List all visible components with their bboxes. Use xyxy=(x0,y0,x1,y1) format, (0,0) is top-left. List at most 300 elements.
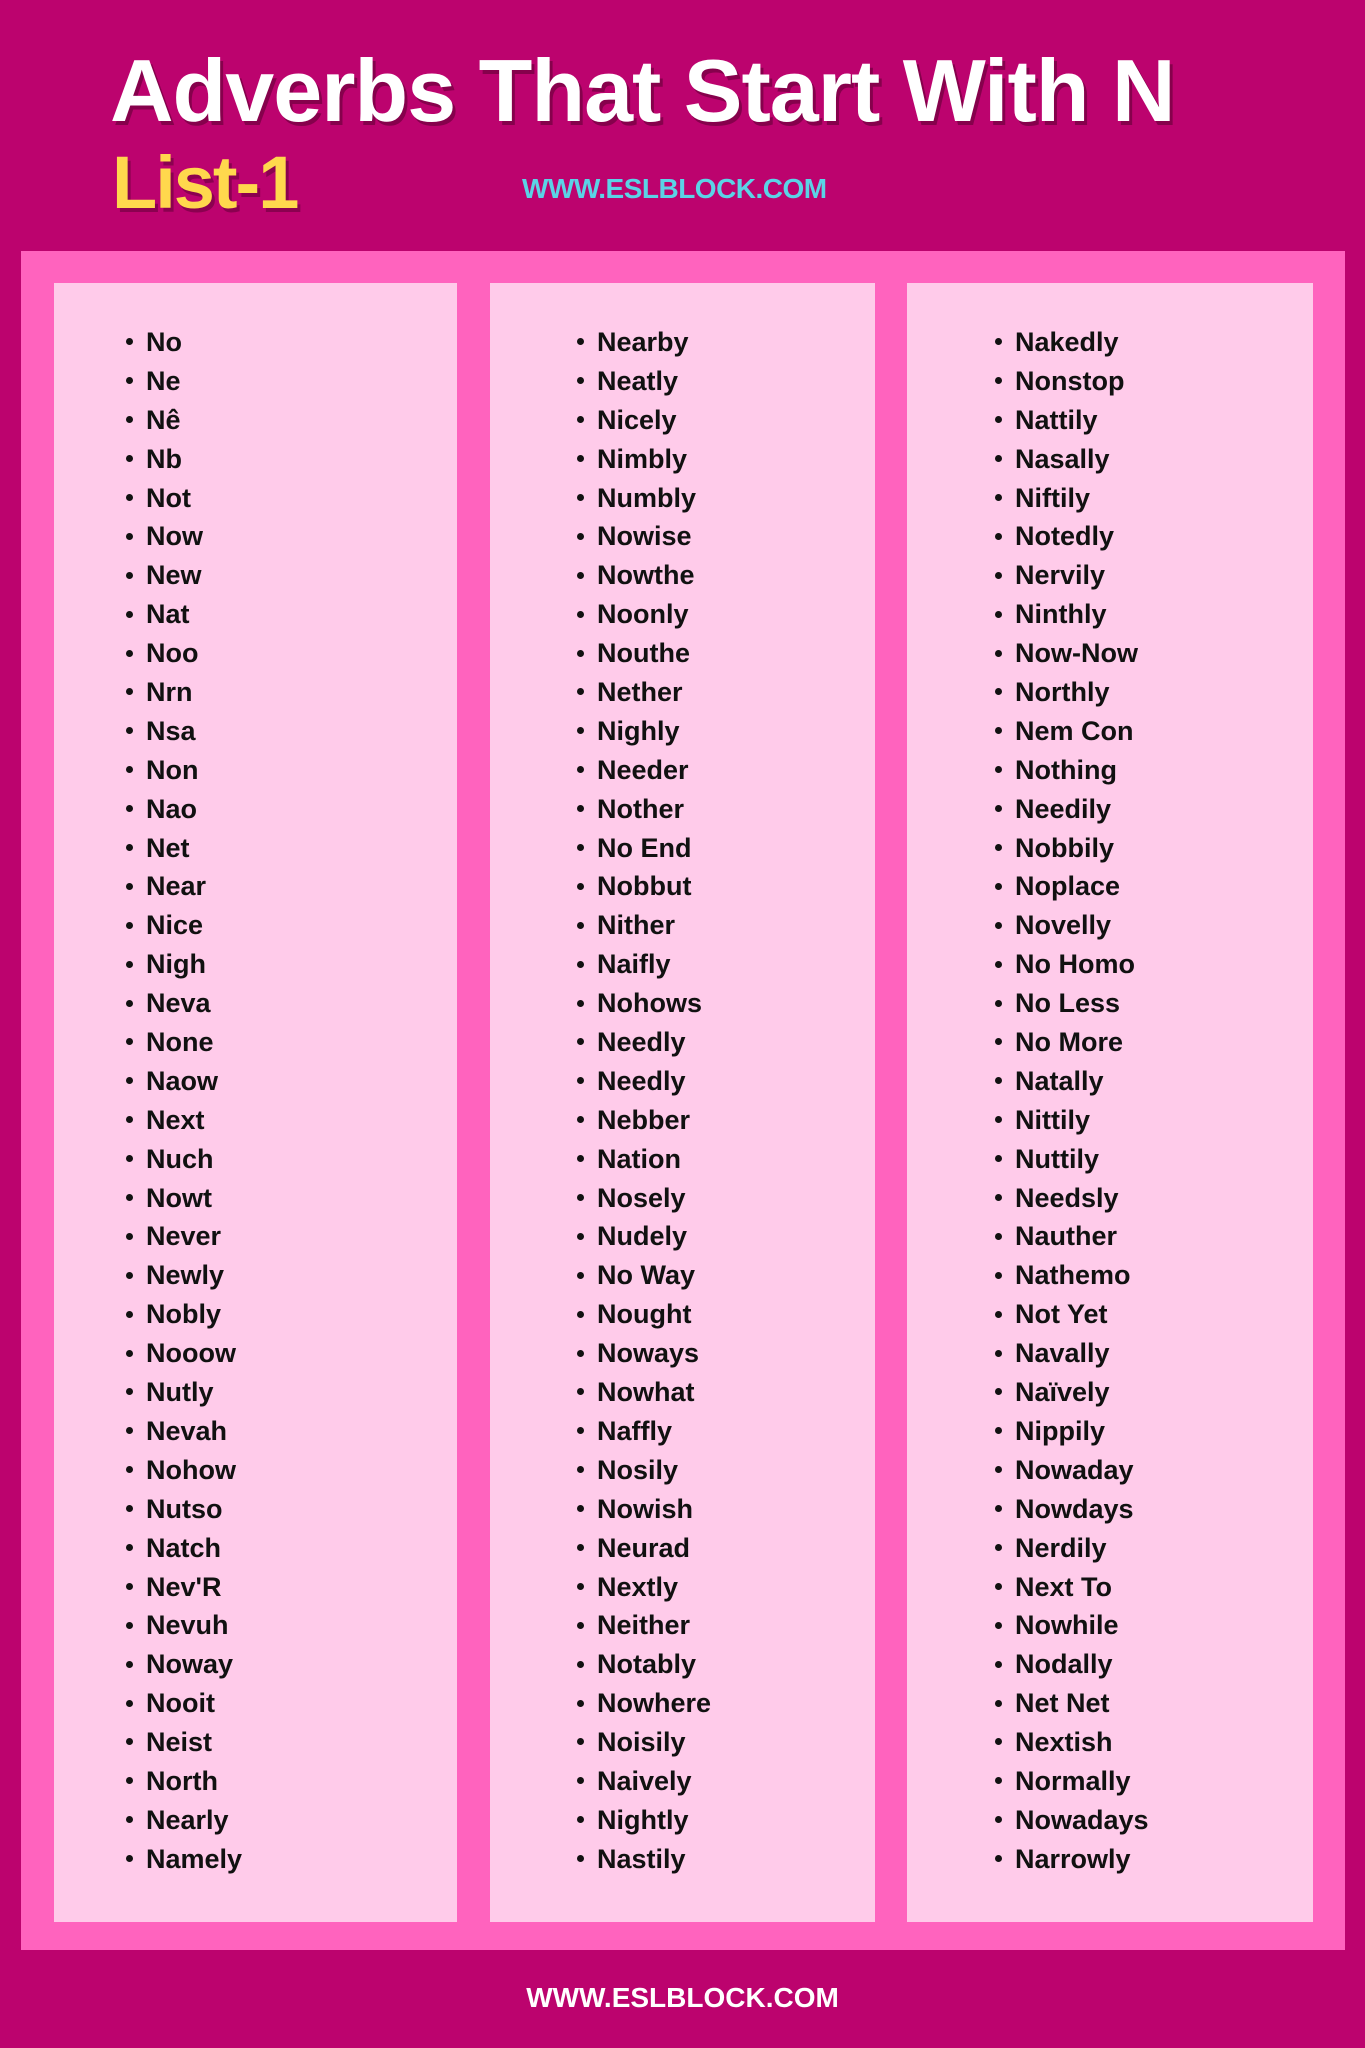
list-item xyxy=(577,323,711,362)
list-item xyxy=(126,1295,242,1334)
list-item xyxy=(995,1412,1149,1451)
list-item xyxy=(995,1762,1149,1801)
word-text: Naively xyxy=(597,1765,692,1796)
word-text: Nosely xyxy=(597,1182,686,1213)
list-item xyxy=(126,1840,242,1879)
word-text: Numbly xyxy=(597,482,697,513)
list-item xyxy=(995,401,1149,440)
bullet-icon xyxy=(577,1038,584,1045)
word-text: No Homo xyxy=(1015,949,1135,980)
list-item xyxy=(126,1606,242,1645)
list-item xyxy=(577,1101,711,1140)
list-item xyxy=(577,440,711,479)
bullet-icon xyxy=(126,844,133,851)
word-text: Nsa xyxy=(146,715,196,746)
bullet-icon xyxy=(995,572,1002,579)
word-text: Needsly xyxy=(1015,1182,1119,1213)
bullet-icon xyxy=(577,1816,584,1823)
word-text: Notably xyxy=(597,1649,697,1680)
bullet-icon xyxy=(126,1583,133,1590)
list-item xyxy=(577,1295,711,1334)
list-item xyxy=(995,1801,1149,1840)
list-item xyxy=(126,790,242,829)
word-text: Neatly xyxy=(597,365,679,396)
word-text: Nearby xyxy=(597,327,689,357)
bullet-icon xyxy=(126,650,133,657)
list-item xyxy=(577,634,711,673)
bullet-icon xyxy=(995,1388,1002,1395)
word-text: Nutly xyxy=(146,1377,214,1408)
list-item xyxy=(995,712,1149,751)
word-text: Nigh xyxy=(146,949,206,980)
list-item xyxy=(577,1412,711,1451)
bullet-icon xyxy=(126,455,133,462)
word-text: Nuch xyxy=(146,1143,214,1174)
list-item xyxy=(577,1684,711,1723)
list-item xyxy=(126,867,242,906)
word-text: Nodally xyxy=(1015,1649,1113,1680)
bullet-icon xyxy=(126,377,133,384)
bullet-icon xyxy=(126,1427,133,1434)
list-item xyxy=(577,1334,711,1373)
word-text: No xyxy=(146,327,182,357)
bullet-icon xyxy=(577,1622,584,1629)
word-text: Never xyxy=(146,1221,222,1252)
list-item xyxy=(577,517,711,556)
word-text: Nê xyxy=(146,404,181,435)
word-text: Nearly xyxy=(146,1804,229,1835)
list-item xyxy=(995,829,1149,868)
list-item xyxy=(126,673,242,712)
list-item xyxy=(126,1062,242,1101)
list-item xyxy=(577,1529,711,1568)
bullet-icon xyxy=(995,650,1002,657)
list-item xyxy=(126,751,242,790)
word-text: No Less xyxy=(1015,988,1121,1019)
list-item xyxy=(126,829,242,868)
list-item xyxy=(995,1217,1149,1256)
bullet-icon xyxy=(577,727,584,734)
list-item xyxy=(995,1840,1149,1879)
bullet-icon xyxy=(577,1116,584,1123)
word-text: Nutso xyxy=(146,1493,223,1524)
bullet-icon xyxy=(126,1311,133,1318)
bullet-icon xyxy=(995,1544,1002,1551)
list-item xyxy=(995,1334,1149,1373)
bullet-icon xyxy=(995,1233,1002,1240)
word-text: Nudely xyxy=(597,1221,688,1252)
word-text: Noonly xyxy=(597,599,689,630)
bullet-icon xyxy=(577,844,584,851)
list-item xyxy=(577,751,711,790)
word-text: Namely xyxy=(146,1843,243,1874)
list-item xyxy=(995,790,1149,829)
list-item xyxy=(577,401,711,440)
word-text: Northly xyxy=(1015,677,1110,708)
list-item xyxy=(577,1568,711,1607)
bullet-icon xyxy=(126,1661,133,1668)
bullet-icon xyxy=(126,1077,133,1084)
word-text: Needily xyxy=(1015,793,1112,824)
bullet-icon xyxy=(577,1855,584,1862)
word-text: Nathemo xyxy=(1015,1260,1131,1291)
bullet-icon xyxy=(995,688,1002,695)
word-text: Nought xyxy=(597,1299,692,1330)
word-text: Nevuh xyxy=(146,1610,229,1641)
bullet-icon xyxy=(577,1155,584,1162)
list-item xyxy=(577,362,711,401)
list-item xyxy=(577,1256,711,1295)
bullet-icon xyxy=(126,1505,133,1512)
word-text: None xyxy=(146,1027,214,1058)
list-item xyxy=(995,1529,1149,1568)
word-text: Nrn xyxy=(146,677,193,708)
bullet-icon xyxy=(577,805,584,812)
word-text: Ninthly xyxy=(1015,599,1107,630)
bullet-icon xyxy=(995,416,1002,423)
word-text: Nippily xyxy=(1015,1415,1106,1446)
word-text: New xyxy=(146,560,202,591)
list-item xyxy=(995,362,1149,401)
word-text: Nextish xyxy=(1015,1727,1113,1758)
list-item xyxy=(577,1373,711,1412)
bullet-icon xyxy=(577,961,584,968)
list-item xyxy=(126,1023,242,1062)
word-text: Nb xyxy=(146,443,182,474)
word-text: Nohows xyxy=(597,988,702,1019)
word-text: Nextly xyxy=(597,1571,679,1602)
list-item xyxy=(126,1762,242,1801)
word-text: Nowadays xyxy=(1015,1804,1149,1835)
list-item xyxy=(577,1762,711,1801)
bullet-icon xyxy=(995,1700,1002,1707)
bullet-icon xyxy=(126,1466,133,1473)
word-text: Nicely xyxy=(597,404,677,435)
bullet-icon xyxy=(995,1155,1002,1162)
bullet-icon xyxy=(577,1427,584,1434)
word-text: Neist xyxy=(146,1727,213,1758)
bullet-icon xyxy=(995,1583,1002,1590)
word-text: Nooow xyxy=(146,1338,236,1369)
word-text: Net xyxy=(146,832,190,863)
bullet-icon xyxy=(995,1194,1002,1201)
list-item xyxy=(126,362,242,401)
word-text: Nev'R xyxy=(146,1571,222,1602)
list-item xyxy=(577,1217,711,1256)
list-item xyxy=(577,790,711,829)
bullet-icon xyxy=(577,416,584,423)
word-text: Natch xyxy=(146,1532,222,1563)
word-text: Nonstop xyxy=(1015,365,1125,396)
word-text: Naow xyxy=(146,1065,219,1096)
word-column-1 xyxy=(54,283,457,1922)
bullet-icon xyxy=(126,572,133,579)
bullet-icon xyxy=(126,1116,133,1123)
bullet-icon xyxy=(577,1777,584,1784)
bullet-icon xyxy=(126,688,133,695)
word-text: Nimbly xyxy=(597,443,688,474)
list-item xyxy=(126,1217,242,1256)
list-item xyxy=(577,1723,711,1762)
bullet-icon xyxy=(995,1038,1002,1045)
website-link-bottom: WWW.ESLBLOCK.COM xyxy=(526,1982,839,2013)
word-text: Nowhat xyxy=(597,1377,695,1408)
word-text: Neurad xyxy=(597,1532,691,1563)
list-item xyxy=(995,751,1149,790)
bullet-icon xyxy=(995,727,1002,734)
word-text: Nowise xyxy=(597,521,692,552)
bullet-icon xyxy=(995,766,1002,773)
list-item xyxy=(995,323,1149,362)
bullet-icon xyxy=(995,1466,1002,1473)
bullet-icon xyxy=(995,1272,1002,1279)
list-item xyxy=(126,1101,242,1140)
bullet-icon xyxy=(995,1077,1002,1084)
bullet-icon xyxy=(995,1350,1002,1357)
word-text: Nao xyxy=(146,793,198,824)
list-item xyxy=(995,945,1149,984)
list-item xyxy=(995,1256,1149,1295)
word-text: Novelly xyxy=(1015,910,1112,941)
bullet-icon xyxy=(995,1311,1002,1318)
bullet-icon xyxy=(577,1466,584,1473)
list-item xyxy=(995,1490,1149,1529)
list-item xyxy=(995,1023,1149,1062)
bullet-icon xyxy=(126,1622,133,1629)
word-text: Nowdays xyxy=(1015,1493,1134,1524)
list-item xyxy=(995,906,1149,945)
list-item xyxy=(995,517,1149,556)
bullet-icon xyxy=(995,805,1002,812)
bullet-icon xyxy=(577,688,584,695)
list-item xyxy=(995,440,1149,479)
word-text: Nosily xyxy=(597,1454,679,1485)
word-text: Naifly xyxy=(597,949,671,980)
bullet-icon xyxy=(126,1777,133,1784)
list-item xyxy=(126,1723,242,1762)
list-item xyxy=(577,1840,711,1879)
bullet-icon xyxy=(126,1388,133,1395)
list-item xyxy=(995,1140,1149,1179)
list-item xyxy=(126,945,242,984)
bullet-icon xyxy=(577,1505,584,1512)
word-text: Noway xyxy=(146,1649,234,1680)
bullet-icon xyxy=(995,1427,1002,1434)
list-item xyxy=(995,1295,1149,1334)
word-text: No More xyxy=(1015,1027,1123,1058)
bullet-icon xyxy=(577,572,584,579)
word-list-panel xyxy=(21,251,1345,1950)
word-text: Niftily xyxy=(1015,482,1091,513)
bullet-icon xyxy=(126,1816,133,1823)
word-text: Nauther xyxy=(1015,1221,1118,1252)
word-text: Not xyxy=(146,482,191,513)
bullet-icon xyxy=(126,1700,133,1707)
list-item xyxy=(577,829,711,868)
page-title: Adverbs That Start With N xyxy=(110,41,1175,140)
bullet-icon xyxy=(126,1000,133,1007)
list-item xyxy=(577,673,711,712)
bullet-icon xyxy=(577,494,584,501)
word-text: Nooit xyxy=(146,1688,215,1719)
bullet-icon xyxy=(126,1038,133,1045)
word-text: Nother xyxy=(597,793,684,824)
word-text: Nohow xyxy=(146,1454,236,1485)
list-item xyxy=(126,634,242,673)
word-text: Nighly xyxy=(597,715,680,746)
bullet-icon xyxy=(577,1233,584,1240)
bullet-icon xyxy=(577,338,584,345)
word-text: Nowthe xyxy=(597,560,695,591)
word-text: Nem Con xyxy=(1015,715,1134,746)
list-item xyxy=(126,712,242,751)
list-item xyxy=(126,1490,242,1529)
word-text: Nation xyxy=(597,1143,681,1174)
bullet-icon xyxy=(995,533,1002,540)
word-text: Nakedly xyxy=(1015,327,1119,357)
list-item xyxy=(126,1801,242,1840)
list-item xyxy=(577,867,711,906)
bullet-icon xyxy=(577,1272,584,1279)
bullet-icon xyxy=(126,494,133,501)
bullet-icon xyxy=(995,338,1002,345)
bullet-icon xyxy=(577,1583,584,1590)
list-item xyxy=(126,1373,242,1412)
bullet-icon xyxy=(577,377,584,384)
word-text: Nittily xyxy=(1015,1104,1091,1135)
word-text: Nattily xyxy=(1015,404,1098,435)
word-text: No End xyxy=(597,832,692,863)
list-item xyxy=(577,1490,711,1529)
list-item xyxy=(126,1412,242,1451)
list-item xyxy=(577,906,711,945)
word-text: Noways xyxy=(597,1338,700,1369)
list-item xyxy=(126,1568,242,1607)
bullet-icon xyxy=(126,611,133,618)
list-item xyxy=(126,1684,242,1723)
word-text: Nither xyxy=(597,910,676,941)
list-item xyxy=(577,479,711,518)
word-text: Nowhile xyxy=(1015,1610,1119,1641)
bullet-icon xyxy=(126,1544,133,1551)
list-item xyxy=(126,1451,242,1490)
bullet-icon xyxy=(577,922,584,929)
word-text: Nowaday xyxy=(1015,1454,1134,1485)
word-text: Nevah xyxy=(146,1415,228,1446)
bullet-icon xyxy=(577,1388,584,1395)
list-item xyxy=(995,984,1149,1023)
bullet-icon xyxy=(577,766,584,773)
bullet-icon xyxy=(995,922,1002,929)
list-item xyxy=(126,1256,242,1295)
bullet-icon xyxy=(126,922,133,929)
word-text: Nothing xyxy=(1015,754,1117,785)
bullet-icon xyxy=(126,1194,133,1201)
list-item xyxy=(577,1140,711,1179)
list-item xyxy=(577,984,711,1023)
word-column-3 xyxy=(907,283,1313,1922)
list-item xyxy=(126,401,242,440)
word-text: Neva xyxy=(146,988,211,1019)
word-text: Nuttily xyxy=(1015,1143,1099,1174)
bullet-icon xyxy=(995,1505,1002,1512)
bullet-icon xyxy=(577,650,584,657)
word-text: Nouthe xyxy=(597,638,690,669)
bullet-icon xyxy=(126,1738,133,1745)
word-text: Nightly xyxy=(597,1804,689,1835)
list-item xyxy=(995,1451,1149,1490)
list-item xyxy=(577,1645,711,1684)
word-text: Nowt xyxy=(146,1182,212,1213)
list-item xyxy=(995,634,1149,673)
list-item xyxy=(995,673,1149,712)
word-text: Normally xyxy=(1015,1765,1131,1796)
bullet-icon xyxy=(126,1855,133,1862)
list-item xyxy=(577,1023,711,1062)
word-text: Nervily xyxy=(1015,560,1106,591)
bullet-icon xyxy=(995,1000,1002,1007)
list-item xyxy=(126,1334,242,1373)
bullet-icon xyxy=(577,1661,584,1668)
list-item xyxy=(995,1179,1149,1218)
word-text: No Way xyxy=(597,1260,696,1291)
bullet-icon xyxy=(126,766,133,773)
list-item xyxy=(126,1140,242,1179)
word-text: Natally xyxy=(1015,1065,1104,1096)
bullet-icon xyxy=(126,338,133,345)
word-text: Noplace xyxy=(1015,871,1121,902)
list-item xyxy=(577,712,711,751)
list-item xyxy=(126,1179,242,1218)
website-link-top: WWW.ESLBLOCK.COM xyxy=(522,173,827,204)
list-item xyxy=(126,323,242,362)
word-text: North xyxy=(146,1765,218,1796)
bullet-icon xyxy=(577,1077,584,1084)
list-item xyxy=(995,595,1149,634)
list-item xyxy=(577,1062,711,1101)
list-item xyxy=(126,984,242,1023)
list-item xyxy=(126,1529,242,1568)
word-text: Non xyxy=(146,754,199,785)
list-item xyxy=(126,556,242,595)
bullet-icon xyxy=(995,1816,1002,1823)
list-item xyxy=(995,1684,1149,1723)
bullet-icon xyxy=(995,844,1002,851)
bullet-icon xyxy=(126,1233,133,1240)
word-text: Now xyxy=(146,521,203,552)
word-text: Near xyxy=(146,871,207,902)
list-item xyxy=(995,1062,1149,1101)
bullet-icon xyxy=(126,805,133,812)
bullet-icon xyxy=(995,961,1002,968)
word-text: Nowish xyxy=(597,1493,694,1524)
list-item xyxy=(577,556,711,595)
bullet-icon xyxy=(995,1622,1002,1629)
bullet-icon xyxy=(577,611,584,618)
list-item xyxy=(126,1645,242,1684)
list-item xyxy=(995,1606,1149,1645)
bullet-icon xyxy=(126,416,133,423)
bullet-icon xyxy=(995,1661,1002,1668)
bullet-icon xyxy=(577,1000,584,1007)
word-text: Nobbily xyxy=(1015,832,1114,863)
word-text: Newly xyxy=(146,1260,225,1291)
list-item xyxy=(577,595,711,634)
word-text: Nobly xyxy=(146,1299,222,1330)
word-text: Navally xyxy=(1015,1338,1110,1369)
list-item xyxy=(995,556,1149,595)
word-text: Net Net xyxy=(1015,1688,1110,1719)
